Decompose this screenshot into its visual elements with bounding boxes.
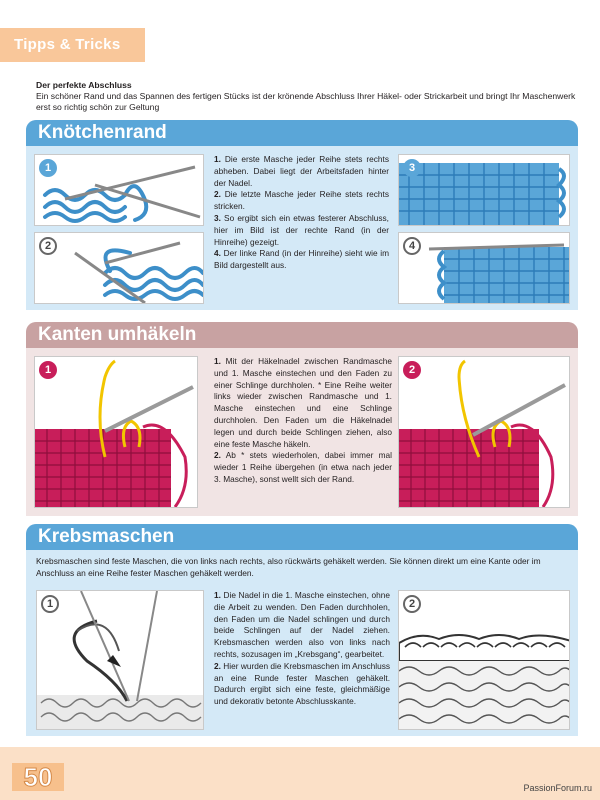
crochet-edge-illustration xyxy=(399,357,570,508)
figure-knoetchen-2 xyxy=(34,232,204,304)
section-knoetchenrand xyxy=(26,120,578,310)
figure-knoetchen-4 xyxy=(398,232,570,304)
step-number: 1. xyxy=(214,590,221,600)
section-title: Krebsmaschen xyxy=(26,524,578,550)
figure-number-badge: 2 xyxy=(39,237,57,255)
knit-edge-illustration xyxy=(35,233,204,304)
step-text: Mit der Häkelnadel zwischen Randmasche und 1. Masche einstechen und den Faden zu einer Schlinge durchholen. * Eine Reihe weiter links wieder zwischen Randmasche und 1. Masche einstechen und eine Schlinge durchholen. Den Faden um die Häkelnadel legen und durch beide Schlingen ziehen, also eine feste Masche häkeln. xyxy=(214,356,392,449)
step-number: 1. xyxy=(214,356,221,366)
step-number: 2. xyxy=(214,450,221,461)
step-number: 4. xyxy=(214,248,221,259)
figure-number-badge: 2 xyxy=(403,595,421,613)
figure-krebs-1 xyxy=(36,590,204,730)
section-title: Kanten umhäkeln xyxy=(26,322,578,348)
crab-stitch-illustration xyxy=(37,591,204,730)
figure-umhaekeln-2 xyxy=(398,356,570,508)
intro-title: Der perfekte Abschluss xyxy=(36,80,132,90)
step-text: So ergibt sich ein etwas festerer Abschluss, hier im Bild ist der rechte Rand (in der Hinreihe) gezeigt. xyxy=(214,212,389,247)
page-number-text: 50 xyxy=(23,762,53,792)
page-number xyxy=(12,763,64,791)
section-title: Knötchenrand xyxy=(26,120,578,146)
section-krebsmaschen xyxy=(26,524,578,736)
figure-number-badge: 1 xyxy=(41,595,59,613)
step-number: 2. xyxy=(214,660,221,671)
step-text: Ab * stets wiederholen, dabei immer mal wieder 1 Reihe übergehen (in etwa nach jeder 3. Masche), sonst wellt sich der Rand. xyxy=(214,450,392,484)
step-text: Der linke Rand (in der Hinreihe) sieht wie im Bild dargestellt aus. xyxy=(214,248,390,271)
figure-number-badge: 1 xyxy=(39,159,57,177)
knit-fabric-illustration xyxy=(399,233,570,304)
footer-bar xyxy=(0,747,600,800)
knoetchen-instructions xyxy=(214,154,389,272)
step-number: 2. xyxy=(214,189,221,200)
krebs-instructions xyxy=(214,590,390,708)
step-text: Die Nadel in die 1. Masche einstechen, ohne die Arbeit zu wenden. Den Faden durchholen, den Faden um die Nadel schlingen und durch beide Schlingen auf der Nadel ziehen. Krebsmaschen werden also von links nach rechts, sozusagen im „Krebsgang“, gearbeitet. xyxy=(214,590,390,659)
figure-umhaekeln-1 xyxy=(34,356,198,508)
section-tab: Tipps & Tricks xyxy=(0,28,145,62)
intro-body: Ein schöner Rand und das Spannen des fertigen Stücks ist der krönende Abschluss Ihrer Häkel- oder Strickarbeit und bringt Ihr Maschenwerk erst so richtig schön zur Geltung xyxy=(36,91,576,112)
krebs-intro: Krebsmaschen sind feste Maschen, die von links nach rechts, also rückwärts gehäkelt werden. Sie können direkt um eine Kante oder im Anschluss an eine Reihe fester Maschen gehäkelt werden. xyxy=(36,556,541,578)
umhaekeln-instructions xyxy=(214,356,392,486)
figure-number-badge: 1 xyxy=(39,361,57,379)
step-text: Die erste Masche jeder Reihe stets rechts abheben. Dabei liegt der Arbeitsfaden hinter der Nadel. xyxy=(214,154,389,188)
figure-knoetchen-3 xyxy=(398,154,570,226)
figure-number-badge: 3 xyxy=(403,159,421,177)
crab-stitch-fabric-illustration xyxy=(399,591,570,730)
intro xyxy=(36,80,576,113)
step-number: 1. xyxy=(214,154,221,164)
step-number: 3. xyxy=(214,212,221,223)
section-kanten-umhaekeln xyxy=(26,322,578,516)
figure-knoetchen-1 xyxy=(34,154,204,226)
step-text: Hier wurden die Krebsmaschen im Anschluss an eine Runde fester Maschen gehäkelt. Dadurch ergibt sich eine feste, gleichmäßige und dekorativ betonte Abschlusskante. xyxy=(214,660,390,707)
knit-edge-illustration xyxy=(35,155,204,226)
figure-number-badge: 2 xyxy=(403,361,421,379)
figure-number-badge: 4 xyxy=(403,237,421,255)
knit-fabric-illustration xyxy=(399,155,570,226)
figure-krebs-2 xyxy=(398,590,570,730)
crochet-edge-illustration xyxy=(35,357,198,508)
step-text: Die letzte Masche jeder Reihe stets rechts stricken. xyxy=(214,189,390,212)
watermark-credit: PassionForum.ru xyxy=(523,783,592,793)
